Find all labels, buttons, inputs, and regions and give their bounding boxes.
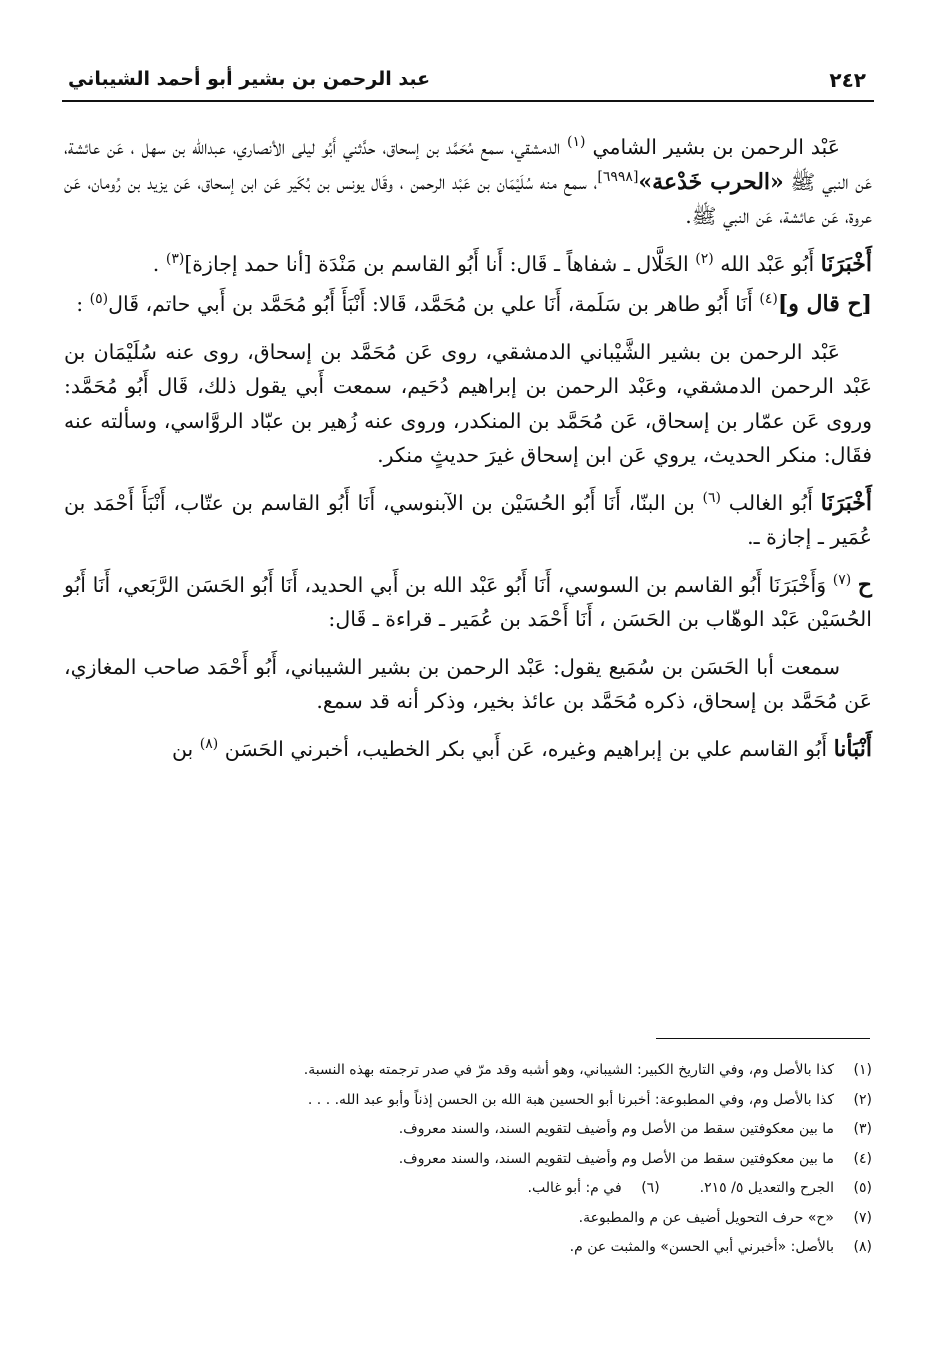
- hadith-text: «الحرب خَدْعة»: [638, 168, 784, 195]
- footnotes: [64, 1056, 872, 1263]
- footnote-number: (٣): [853, 1121, 872, 1137]
- footnote-rule: [656, 1038, 870, 1039]
- footnote-number: (٦): [641, 1180, 660, 1196]
- text-run: أَبُو الغالب: [728, 490, 821, 515]
- paragraph-8: [64, 732, 872, 767]
- footnote-number: (٢): [853, 1091, 872, 1108]
- text-run: وَأَخْبَرَنَا أَبُو القاسم بن السوسي، أَنَا أَبُو عَبْد الله بن أَبي الحديد، أَنَا أَبُو الحَسَن الرَّبَعي، أَنَا أَبُو الحُسَيْن عَبْد الوهّاب بن الحَسَن ، أَنَا أَحْمَد بن عُمَير ـ قراءة ـ قَال:: [64, 572, 872, 631]
- text-run: ، سمع منه سُلَيْمَان بن عَبْد الرحمن ، وقَال يونس بن بُكَير عَن ابن إسحاق، عَن يزيد بن رُومان، عَن عروة، عَن عائشة، عَن النبي ﷺ.: [64, 169, 872, 228]
- keyword-akhbarana: أَخْبَرَنَا: [820, 250, 872, 277]
- footnote-ref: (٤): [759, 291, 778, 308]
- text-run: بن البنّا، أَنَا أَبُو الحُسَيْن بن الآبنوسي، أَنَا أَبُو القاسم بن عتّاب، أَنْبَأَ أَحْمَد بن عُمَير ـ إجازة ـ.: [64, 490, 872, 549]
- footnote-5-6: [64, 1174, 872, 1204]
- tahwil-mark: ح: [857, 571, 872, 598]
- main-text: [64, 130, 872, 779]
- text-run: الخَلَّال ـ شفاهاً ـ قَال: أَنا أَبُو القاسم بن مَنْدَة [أنا حمد إجازة]: [184, 251, 696, 276]
- footnote-number: (٥): [853, 1180, 872, 1196]
- paragraph-1: [64, 130, 872, 234]
- text-run: :: [76, 292, 90, 316]
- text-run: أَنَا أَبُو طاهر بن سَلَمة، أَنَا علي بن مُحَمَّد، قَالا: أَنْبَأَ أَبُو مُحَمَّد بن أَبي حاتم، قَال: [108, 292, 760, 316]
- footnote-ref: (٧): [832, 571, 852, 588]
- hadith-number: [٦٩٩٨]: [597, 168, 639, 185]
- text-run: عَبْد الرحمن بن بشير الشامي: [592, 135, 840, 159]
- paragraph-4: عَبْد الرحمن بن بشير الشَّيْباني الدمشقي، روى عَن مُحَمَّد بن إسحاق، روى عنه سُلَيْمَان بن عَبْد الرحمن الدمشقي، وعَبْد الرحمن بن إبراهيم دُحَيم، سمعت أَبي يقول ذلك، قَال أَبُو مُحَمَّد: وروى عَن عمّار بن إسحاق، عَن مُحَمَّد بن المنكدر، وروى عنه زُهير بن عبّاد الروَّاسي، وسألته عنه فقَال: منكر الحديث، يروي عَن ابن إسحاق غيرَ حديثٍ منكر.: [64, 339, 872, 467]
- footnote-4: [64, 1145, 872, 1175]
- paragraph-5: [64, 486, 872, 555]
- paragraph-6: [64, 568, 872, 637]
- footnote-text: ما بين معكوفتين سقط من الأصل وم وأضيف لتقويم السند، والسند معروف.: [398, 1150, 834, 1167]
- footnote-1: [64, 1056, 872, 1086]
- footnote-ref: (١): [567, 134, 586, 151]
- footnote-ref: (٢): [695, 250, 714, 267]
- footnote-number: (٤): [853, 1150, 872, 1167]
- text-run: الدمشقي، سمع مُحَمَّد بن إسحاق، حدَّثني أَبُو ليلى الأنصاري، عبدالله بن سهل ، عَن عائشة، عَن النبي ﷺ: [64, 135, 872, 194]
- paragraph-7: سمعت أبا الحَسَن بن سُمَيع يقول: عَبْد الرحمن بن بشير الشيباني، أَبُو أَحْمَد صاحب المغازي، عَن مُحَمَّد بن إسحاق، ذكره مُحَمَّد بن عائذ بخير، وذكر أنه قد سمع.: [64, 654, 872, 713]
- footnote-7: [64, 1204, 872, 1234]
- footnote-3: [64, 1115, 872, 1145]
- footnote-text: في م: أبو غالب.: [527, 1180, 622, 1196]
- keyword-akhbarana: أَخْبَرَنَا: [820, 489, 872, 516]
- paragraph-3: [64, 287, 872, 322]
- text-run: أَبُو عَبْد الله: [720, 251, 821, 276]
- footnote-text: كذا بالأصل وم، وفي المطبوعة: أخبرنا أبو الحسين هبة الله بن الحسن إذناً وأبو عبد الله. . . .: [307, 1091, 834, 1108]
- footnote-text: بالأصل: «أخبرني أبي الحسن» والمثبت عن م.: [569, 1239, 834, 1255]
- footnote-number: (١): [853, 1062, 872, 1078]
- footnote-ref: (٦): [702, 489, 721, 506]
- footnote-number: (٧): [853, 1209, 872, 1226]
- footnote-ref: (٣): [165, 250, 185, 267]
- footnote-ref: (٥): [89, 291, 109, 308]
- text-run: أَبُو القاسم علي بن إبراهيم وغيره، عَن أَبي بكر الخطيب، أخبرني الحَسَن: [224, 736, 834, 761]
- running-title: عبد الرحمن بن بشير أبو أحمد الشيباني: [68, 68, 431, 90]
- paragraph-2: [64, 247, 872, 282]
- text-run: .: [152, 251, 166, 276]
- page-number: ٢٤٢: [829, 68, 866, 92]
- footnote-text: ما بين معكوفتين سقط من الأصل وم وأضيف لتقويم السند، والسند معروف.: [398, 1121, 834, 1137]
- footnote-2: [64, 1086, 872, 1116]
- footnote-number: (٨): [853, 1239, 872, 1255]
- header-rule: [62, 100, 874, 102]
- footnote-text: الجرح والتعديل ٥/ ٢١٥.: [699, 1180, 834, 1196]
- footnote-8: [64, 1233, 872, 1263]
- footnote-text: كذا بالأصل وم، وفي التاريخ الكبير: الشيباني، وهو أشبه وقد مرّ في صدر ترجمته بهذه النسبة.: [303, 1062, 834, 1078]
- footnote-ref: (٨): [199, 735, 219, 752]
- footnote-text: «ح» حرف التحويل أضيف عن م والمطبوعة.: [578, 1209, 834, 1226]
- keyword-qal: [ح قال و]: [777, 291, 872, 317]
- keyword-anbaana: أَنْبَأنا: [833, 735, 872, 762]
- page-header: [62, 66, 874, 100]
- text-run: بن: [171, 736, 200, 761]
